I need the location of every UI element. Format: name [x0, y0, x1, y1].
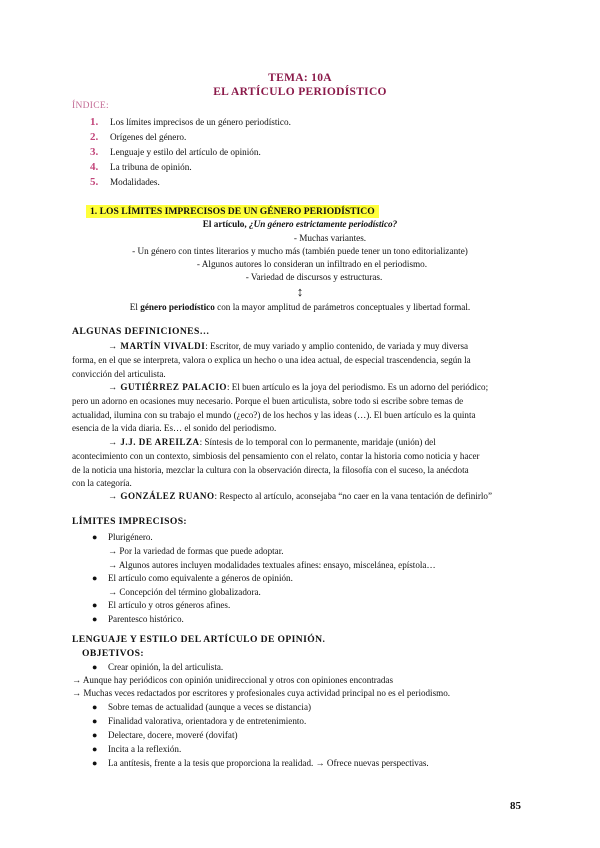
- double-arrow-icon: ↕: [296, 284, 304, 299]
- section-1-question: El artículo, ¿Un género estrictamente periodístico?: [202, 219, 398, 229]
- dash-item: - Algunos autores lo consideran un infiltrado en el periodismo.: [196, 259, 428, 269]
- bullet-icon: ●: [92, 702, 98, 712]
- definition-gonzalez-ruano: → GONZÁLEZ RUANO: Respecto al artículo, aconsejaba “no caer en la vana tentación de definirlo”: [108, 491, 493, 501]
- topic-title: TEMA: 10A: [268, 72, 332, 84]
- list-item: → Concepción del término globalizadora.: [108, 587, 261, 597]
- dash-item: - Variedad de discursos y estructuras.: [245, 272, 383, 282]
- section-1-heading: 1. LOS LÍMITES IMPRECISOS DE UN GÉNERO PERIODÍSTICO: [86, 205, 379, 218]
- index-item: 4. La tribuna de opinión.: [90, 161, 192, 173]
- index-item: 1. Los límites imprecisos de un género periodístico.: [90, 116, 291, 128]
- bullet-icon: ●: [92, 758, 98, 768]
- list-item: El artículo como equivalente a géneros de opinión.: [108, 573, 293, 583]
- list-item: El artículo y otros géneros afines.: [108, 600, 231, 610]
- bullet-icon: ●: [92, 532, 98, 542]
- index-item: 5. Modalidades.: [90, 176, 160, 188]
- bullet-icon: ●: [92, 730, 98, 740]
- list-item: Finalidad valorativa, orientadora y de entretenimiento.: [108, 716, 307, 726]
- bullet-icon: ●: [92, 744, 98, 754]
- dash-item: - Muchas variantes.: [293, 233, 367, 243]
- list-item: → Aunque hay periódicos con opinión unidireccional y otros con opiniones encontradas: [72, 675, 393, 685]
- bullet-icon: ●: [92, 716, 98, 726]
- objectives-heading: OBJETIVOS:: [82, 648, 144, 659]
- list-item: Sobre temas de actualidad (aunque a veces se distancia): [108, 702, 312, 712]
- article-title: EL ARTÍCULO PERIODÍSTICO: [213, 86, 387, 98]
- bullet-icon: ●: [92, 662, 98, 672]
- index-item: 3. Lenguaje y estilo del artículo de opinión.: [90, 146, 261, 158]
- index-item: 2. Orígenes del género.: [90, 131, 187, 143]
- definition-gutierrez-palacio: → GUTIÉRREZ PALACIO: El buen artículo es la joya del periodismo. Es un adorno del periódico; pero un adorno en ocasiones muy necesario. Porque el buen articulista, sobre todo si escribe sobre temas de actualidad, ilumina con su trabajo el mundo (¿eco?) de los hechos y las ideas (…). El buen artículo es la quinta esencia de la vida diaria. Es… el sonido del periodismo.: [72, 382, 489, 434]
- bullet-icon: ●: [92, 573, 98, 583]
- page-number: 85: [510, 800, 521, 812]
- list-item: Incita a la reflexión.: [108, 744, 182, 754]
- list-item: → Algunos autores incluyen modalidades textuales afines: ensayo, miscelánea, epístola…: [108, 560, 436, 570]
- dash-item: - Un género con tintes literarios y mucho más (también puede tener un tono editorializante): [132, 246, 468, 256]
- language-heading: LENGUAJE Y ESTILO DEL ARTÍCULO DE OPINIÓN.: [72, 634, 326, 645]
- list-item: → Muchas veces redactados por escritores y profesionales cuya actividad principal no es el periodismo.: [72, 688, 451, 698]
- bullet-icon: ●: [92, 600, 98, 610]
- list-item: Crear opinión, la del articulista.: [108, 662, 224, 672]
- limits-heading: LÍMITES IMPRECISOS:: [72, 516, 188, 527]
- list-item: La antítesis, frente a la tesis que proporciona la realidad. → Ofrece nuevas perspectivas.: [108, 758, 429, 768]
- bullet-icon: ●: [92, 614, 98, 624]
- section-1-conclusion: El género periodístico con la mayor amplitud de parámetros conceptuales y libertad formal.: [129, 302, 471, 312]
- definition-areilza: → J.J. DE AREILZA: Síntesis de lo temporal con lo permanente, maridaje (unión) del acontecimiento con un contexto, simbiosis del pensamiento con el relato, contar la historia como noticia y hacer de la noticia una historia, mezclar la cultura con la observación directa, la filosofía con el suceso, la anécdota con la categoría.: [72, 437, 480, 489]
- index-label: ÍNDICE:: [72, 101, 109, 111]
- definition-vivaldi: → MARTÍN VIVALDI: Escritor, de muy variado y amplio contenido, de variada y muy diversa forma, en el que se interpreta, valora o explica un hecho o una idea actual, de especial trascendencia, según la convicción del articulista.: [72, 341, 471, 379]
- list-item: Delectare, docere, moveré (dovifat): [108, 730, 238, 740]
- list-item: Plurigénero.: [108, 532, 153, 542]
- definitions-heading: ALGUNAS DEFINICIONES…: [72, 326, 210, 337]
- list-item: Parentesco histórico.: [108, 614, 184, 624]
- list-item: → Por la variedad de formas que puede adoptar.: [108, 546, 284, 556]
